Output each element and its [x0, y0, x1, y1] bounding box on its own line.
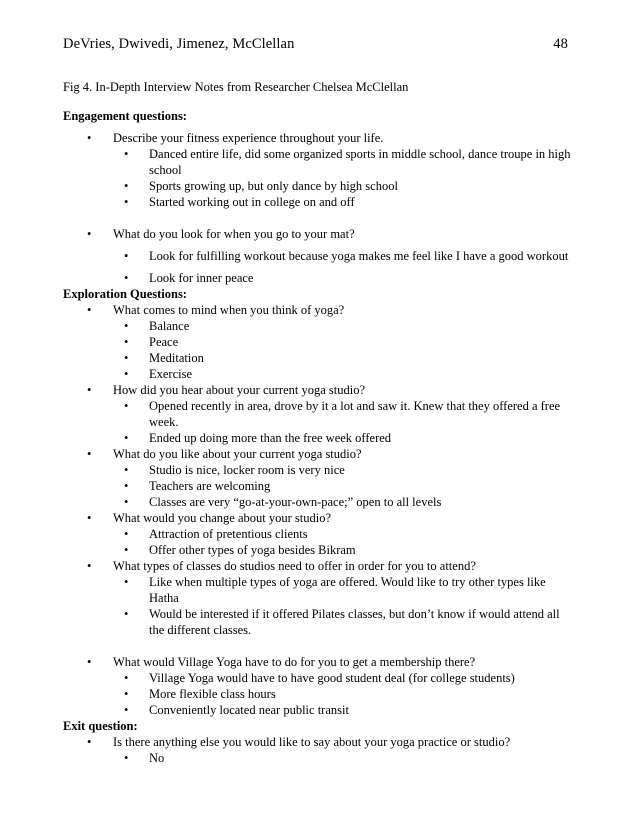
- page-header: [63, 36, 568, 53]
- bullet-icon: •: [124, 351, 129, 365]
- answer-item: [63, 194, 573, 210]
- answer-text: Meditation: [149, 351, 204, 365]
- answer-text: Teachers are welcoming: [149, 479, 271, 493]
- question-text: What would Village Yoga have to do for you to get a membership there?: [113, 655, 476, 669]
- question-text: What types of classes do studios need to offer in order for you to attend?: [113, 559, 476, 573]
- question-text: Describe your fitness experience throughout your life.: [113, 131, 384, 145]
- bullet-icon: •: [87, 511, 92, 525]
- bullet-icon: •: [124, 147, 129, 161]
- answer-item: [63, 750, 573, 766]
- section-title-engagement: Engagement questions:: [63, 109, 187, 123]
- bullet-icon: •: [124, 399, 129, 413]
- answer-item: [63, 462, 573, 478]
- bullet-icon: •: [124, 179, 129, 193]
- answer-item: [63, 542, 573, 558]
- answer-text: Conveniently located near public transit: [149, 703, 349, 717]
- bullet-icon: •: [124, 195, 129, 209]
- answer-item: [63, 350, 573, 366]
- bullet-icon: •: [124, 271, 129, 285]
- answer-text: Look for inner peace: [149, 271, 254, 285]
- question-item: [63, 654, 573, 670]
- question-text: What comes to mind when you think of yoga?: [113, 303, 345, 317]
- bullet-icon: •: [124, 463, 129, 477]
- answer-text: Attraction of pretentious clients: [149, 527, 308, 541]
- answer-text: Peace: [149, 335, 179, 349]
- question-text: Is there anything else you would like to say about your yoga practice or studio?: [113, 735, 511, 749]
- answer-item: [63, 430, 573, 446]
- answer-item: [63, 270, 573, 286]
- answer-text: No: [149, 751, 165, 765]
- answer-text: Exercise: [149, 367, 193, 381]
- bullet-icon: •: [124, 703, 129, 717]
- answer-text: Danced entire life, did some organized sports in middle school, dance troupe in high school: [149, 147, 571, 177]
- bullet-icon: •: [124, 319, 129, 333]
- answer-item: [63, 574, 573, 606]
- bullet-icon: •: [87, 447, 92, 461]
- answer-text: Started working out in college on and off: [149, 195, 355, 209]
- bullet-icon: •: [124, 751, 129, 765]
- bullet-icon: •: [124, 495, 129, 509]
- question-text: What do you like about your current yoga studio?: [113, 447, 362, 461]
- question-item: [63, 226, 573, 242]
- answer-text: Offer other types of yoga besides Bikram: [149, 543, 356, 557]
- question-text: What would you change about your studio?: [113, 511, 332, 525]
- answer-text: Village Yoga would have to have good student deal (for college students): [149, 671, 515, 685]
- answer-item: [63, 478, 573, 494]
- answer-text: Sports growing up, but only dance by high school: [149, 179, 398, 193]
- bullet-icon: •: [124, 367, 129, 381]
- answer-item: [63, 146, 573, 178]
- answer-text: Opened recently in area, drove by it a lot and saw it. Knew that they offered a free week.: [149, 399, 561, 429]
- question-text: What do you look for when you go to your mat?: [113, 227, 355, 241]
- bullet-icon: •: [124, 431, 129, 445]
- answer-item: [63, 702, 573, 718]
- bullet-icon: •: [124, 527, 129, 541]
- bullet-icon: •: [124, 335, 129, 349]
- question-item: [63, 734, 573, 750]
- bullet-icon: •: [87, 131, 92, 145]
- bullet-icon: •: [87, 227, 92, 241]
- answer-item: [63, 398, 573, 430]
- bullet-icon: •: [87, 735, 92, 749]
- bullet-icon: •: [124, 575, 129, 589]
- answer-item: [63, 248, 573, 264]
- bullet-icon: •: [87, 559, 92, 573]
- bullet-icon: •: [87, 303, 92, 317]
- bullet-icon: •: [124, 479, 129, 493]
- answer-text: Ended up doing more than the free week offered: [149, 431, 392, 445]
- question-item: [63, 446, 573, 462]
- bullet-icon: •: [87, 383, 92, 397]
- bullet-icon: •: [124, 687, 129, 701]
- section-title-exit: Exit question:: [63, 719, 138, 733]
- question-item: [63, 130, 573, 146]
- answer-text: Studio is nice, locker room is very nice: [149, 463, 345, 477]
- bullet-icon: •: [124, 607, 129, 621]
- answer-item: [63, 606, 573, 638]
- answer-text: Balance: [149, 319, 190, 333]
- answer-item: [63, 526, 573, 542]
- page-number: 48: [553, 36, 568, 52]
- section-title-exploration: Exploration Questions:: [63, 287, 187, 301]
- question-item: [63, 302, 573, 318]
- answer-item: [63, 670, 573, 686]
- question-item: [63, 510, 573, 526]
- answer-item: [63, 494, 573, 510]
- bullet-icon: •: [87, 655, 92, 669]
- header-authors: DeVries, Dwivedi, Jimenez, McClellan: [63, 36, 295, 52]
- answer-item: [63, 178, 573, 194]
- figure-caption: Fig 4. In-Depth Interview Notes from Researcher Chelsea McClellan: [63, 80, 409, 94]
- interview-notes: [63, 108, 573, 766]
- question-item: [63, 558, 573, 574]
- answer-item: [63, 366, 573, 382]
- answer-text: Classes are very “go-at-your-own-pace;” open to all levels: [149, 495, 442, 509]
- answer-item: [63, 686, 573, 702]
- answer-item: [63, 334, 573, 350]
- question-text: How did you hear about your current yoga studio?: [113, 383, 366, 397]
- answer-text: Would be interested if it offered Pilates classes, but don’t know if would attend all the different classes.: [149, 607, 560, 637]
- bullet-icon: •: [124, 671, 129, 685]
- answer-text: Look for fulfilling workout because yoga makes me feel like I have a good workout: [149, 249, 569, 263]
- answer-text: Like when multiple types of yoga are offered. Would like to try other types like Hatha: [149, 575, 546, 605]
- bullet-icon: •: [124, 543, 129, 557]
- bullet-icon: •: [124, 249, 129, 263]
- answer-text: More flexible class hours: [149, 687, 276, 701]
- answer-item: [63, 318, 573, 334]
- question-item: [63, 382, 573, 398]
